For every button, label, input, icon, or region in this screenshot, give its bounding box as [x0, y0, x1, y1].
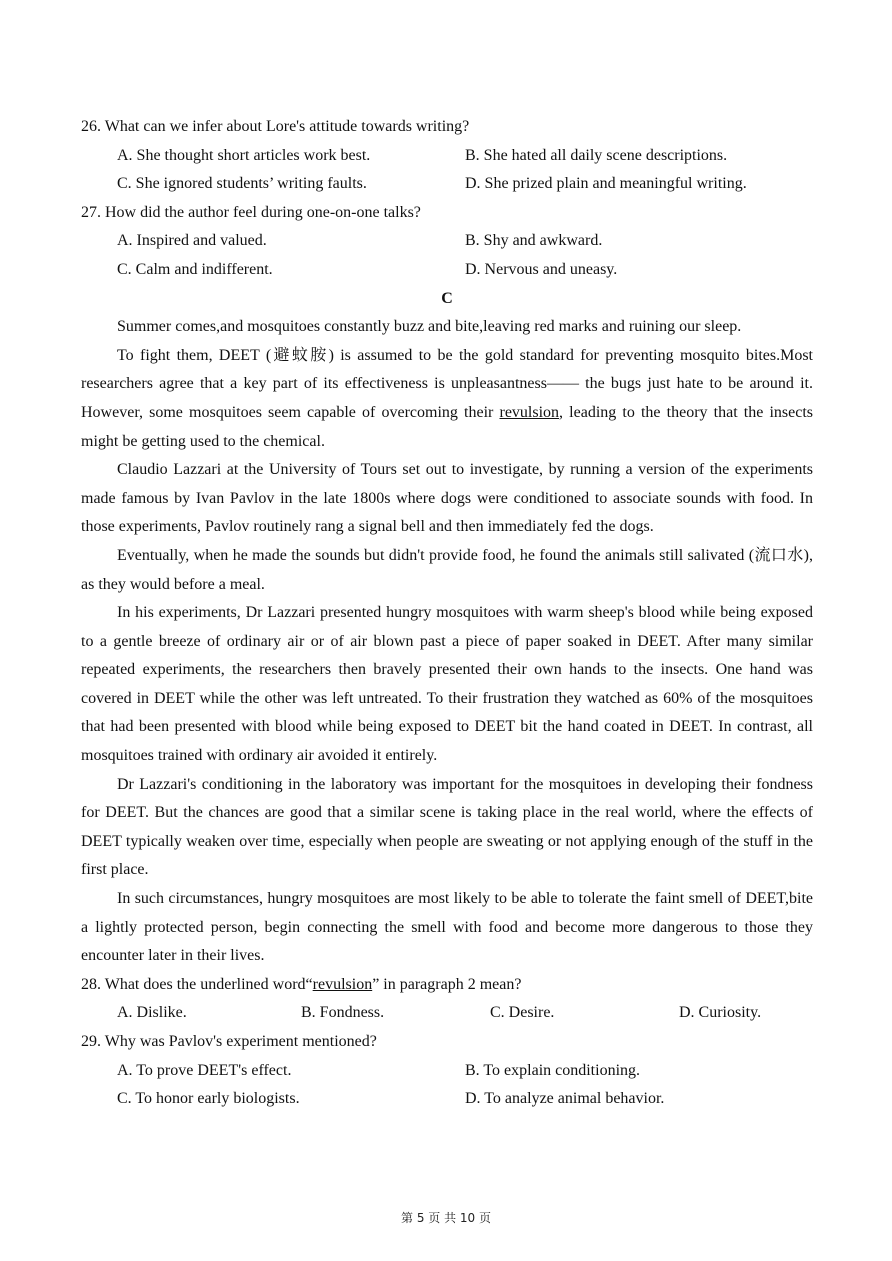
question-26-option-a[interactable]: A. She thought short articles work best. [117, 146, 371, 164]
question-29-option-d[interactable]: D. To analyze animal behavior. [465, 1090, 665, 1108]
question-26-options-row-2 [81, 170, 813, 199]
passage-paragraph-5: In his experiments, Dr Lazzari presented hungry mosquitoes with warm sheep's blood while being exposed to a gentle breeze of ordinary air or of air blown past a piece of paper soaked in DEET. After many similar repeated experiments, the researchers then bravely presented their own hands to the insects. One hand was covered in DEET while the other was left untreated. To their frustration they watched as 60% of the mosquitoes that had been presented with blood while being exposed to DEET bit the hand coated in DEET. In contrast, all mosquitoes trained with ordinary air avoided it entirely. [81, 604, 813, 765]
question-28-stem [81, 971, 813, 1000]
passage-paragraph-6: Dr Lazzari's conditioning in the laboratory was important for the mosquitoes in developing their fondness for DEET. But the chances are good that a similar scene is taking place in the real world, where the effects of DEET typically weaken over time, especially when people are sweating or not applying enough of the stuff in the first place. [81, 775, 813, 879]
page-footer: 第 5 页 共 10 页 [401, 1211, 491, 1225]
question-29-options-row-2 [81, 1085, 813, 1114]
question-27-stem: 27. How did the author feel during one-on-one talks? [81, 203, 421, 221]
question-26-stem: 26. What can we infer about Lore's attitude towards writing? [81, 118, 470, 135]
question-28-stem-b: ” in paragraph 2 mean? [372, 975, 522, 993]
underlined-word: revulsion [499, 403, 560, 421]
question-28-options-row [81, 999, 813, 1028]
question-29-options-row-1 [81, 1057, 813, 1086]
question-26-option-d[interactable]: D. She prized plain and meaningful writing. [465, 175, 747, 193]
question-27-option-a[interactable]: A. Inspired and valued. [117, 232, 267, 250]
question-28-stem-a: 28. What does the underlined word“ [81, 975, 313, 993]
question-26-option-c[interactable]: C. She ignored students’ writing faults. [117, 175, 367, 193]
question-27-option-d[interactable]: D. Nervous and uneasy. [465, 260, 618, 278]
passage-paragraph-1: Summer comes,and mosquitoes constantly buzz and bite,leaving red marks and ruining our sleep. [117, 318, 742, 336]
section-heading: C [441, 289, 453, 307]
question-28-option-a[interactable]: A. Dislike. [117, 1004, 187, 1022]
passage-paragraph-2-text-b: , leading to the theory that the insects might be getting used to the chemical. [81, 403, 813, 450]
question-27-option-b[interactable]: B. Shy and awkward. [465, 232, 603, 250]
passage-paragraph-2-text-a: To fight them, DEET (避蚊胺) is assumed to be the gold standard for preventing mosquito bites.Most researchers agree that a key part of its effectiveness is unpleasantness—— the bugs just hate to be around it. However, some mosquitoes seem capable of overcoming their [81, 346, 813, 421]
question-28-option-b[interactable]: B. Fondness. [301, 1004, 385, 1022]
question-28-option-d[interactable]: D. Curiosity. [679, 1004, 762, 1022]
question-29-option-a[interactable]: A. To prove DEET's effect. [117, 1061, 292, 1079]
question-27-options-row-2 [81, 256, 813, 285]
question-29-stem: 29. Why was Pavlov's experiment mentioned? [81, 1033, 377, 1050]
question-29-option-c[interactable]: C. To honor early biologists. [117, 1090, 300, 1108]
question-26-options-row-1 [81, 142, 813, 171]
question-28-option-c[interactable]: C. Desire. [490, 1004, 555, 1022]
passage-paragraph-2 [81, 342, 813, 456]
passage-paragraph-3: Claudio Lazzari at the University of Tours set out to investigate, by running a version of the experiments made famous by Ivan Pavlov in the late 1800s where dogs were conditioned to associate sounds with food. In those experiments, Pavlov routinely rang a signal bell and then immediately fed the dogs. [81, 461, 813, 536]
question-27-options-row-1 [81, 227, 813, 256]
exam-page [81, 113, 813, 1114]
question-29-option-b[interactable]: B. To explain conditioning. [465, 1061, 641, 1079]
passage-paragraph-4: Eventually, when he made the sounds but didn't provide food, he found the animals still salivated (流口水), as they would before a meal. [81, 546, 813, 593]
passage-paragraph-7: In such circumstances, hungry mosquitoes are most likely to be able to tolerate the faint smell of DEET,bite a lightly protected person, begin connecting the smell with food and become more dangerous to those they encounter later in their lives. [81, 890, 813, 965]
question-26-option-b[interactable]: B. She hated all daily scene descriptions. [465, 146, 728, 164]
question-28-underlined-word: revulsion [312, 975, 373, 993]
question-27-option-c[interactable]: C. Calm and indifferent. [117, 260, 273, 278]
